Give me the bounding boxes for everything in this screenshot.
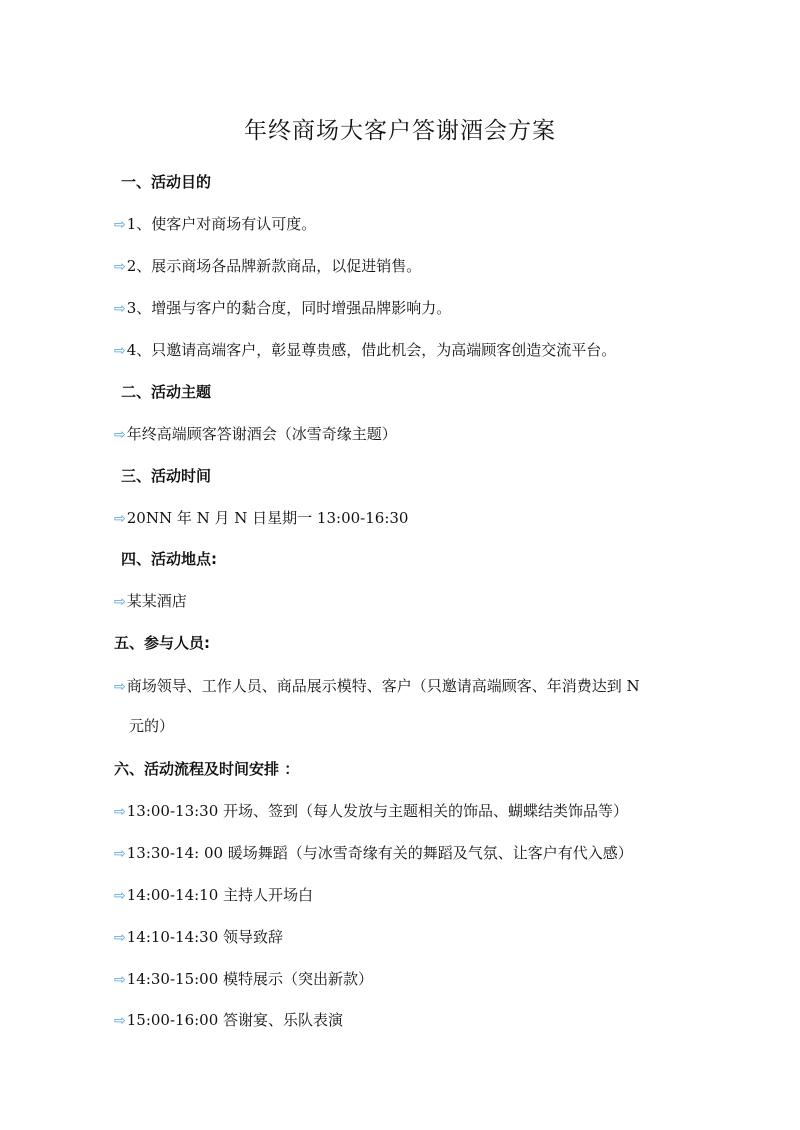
list-item: ⇨14:30-15:00 模特展示（突出新款）: [114, 970, 374, 988]
list-item: ⇨2、展示商场各品牌新款商品，以促进销售。: [114, 257, 422, 275]
right-arrow-icon: ⇨: [114, 846, 126, 862]
right-arrow-icon: ⇨: [114, 888, 126, 904]
list-item: ⇨商场领导、工作人员、商品展示模特、客户（只邀请高端顾客、年消费达到 N: [114, 677, 640, 695]
list-item: ⇨年终高端顾客答谢酒会（冰雪奇缘主题）: [114, 425, 397, 443]
section-heading-location: 四、活动地点:: [121, 550, 217, 568]
section-heading-participants: 五、参与人员:: [114, 634, 210, 652]
section-heading-time: 三、活动时间: [121, 467, 212, 485]
right-arrow-icon: ⇨: [114, 301, 126, 317]
page-title: 年终商场大客户答谢酒会方案: [244, 118, 556, 144]
section-heading-purpose: 一、活动目的: [121, 173, 212, 191]
right-arrow-icon: ⇨: [114, 259, 126, 275]
list-item: ⇨4、只邀请高端客户，彰显尊贵感，借此机会，为高端顾客创造交流平台。: [114, 341, 617, 359]
right-arrow-icon: ⇨: [114, 930, 126, 946]
right-arrow-icon: ⇨: [114, 679, 126, 695]
list-item: ⇨15:00-16:00 答谢宴、乐队表演: [114, 1011, 344, 1029]
right-arrow-icon: ⇨: [114, 343, 126, 359]
section-heading-theme: 二、活动主题: [121, 383, 212, 401]
list-item: ⇨14:00-14:10 主持人开场白: [114, 886, 314, 904]
list-item: ⇨13:00-13:30 开场、签到（每人发放与主题相关的饰品、蝴蝶结类饰品等）: [114, 802, 629, 820]
right-arrow-icon: ⇨: [114, 217, 126, 233]
list-item: ⇨某某酒店: [114, 592, 187, 610]
right-arrow-icon: ⇨: [114, 804, 126, 820]
right-arrow-icon: ⇨: [114, 1013, 126, 1029]
list-item-continuation: 元的）: [129, 717, 175, 735]
right-arrow-icon: ⇨: [114, 972, 126, 988]
right-arrow-icon: ⇨: [114, 511, 126, 527]
list-item: ⇨13:30-14: 00 暖场舞蹈（与冰雪奇缘有关的舞蹈及气氛、让客户有代入感）: [114, 844, 633, 862]
list-item: ⇨3、增强与客户的黏合度，同时增强品牌影响力。: [114, 299, 452, 317]
right-arrow-icon: ⇨: [114, 594, 126, 610]
list-item: ⇨1、使客户对商场有认可度。: [114, 215, 317, 233]
right-arrow-icon: ⇨: [114, 427, 126, 443]
list-item: ⇨20NN 年 N 月 N 日星期一 13:00-16:30: [114, 509, 409, 527]
section-heading-schedule: 六、活动流程及时间安排 ：: [114, 760, 300, 778]
list-item: ⇨14:10-14:30 领导致辞: [114, 928, 284, 946]
